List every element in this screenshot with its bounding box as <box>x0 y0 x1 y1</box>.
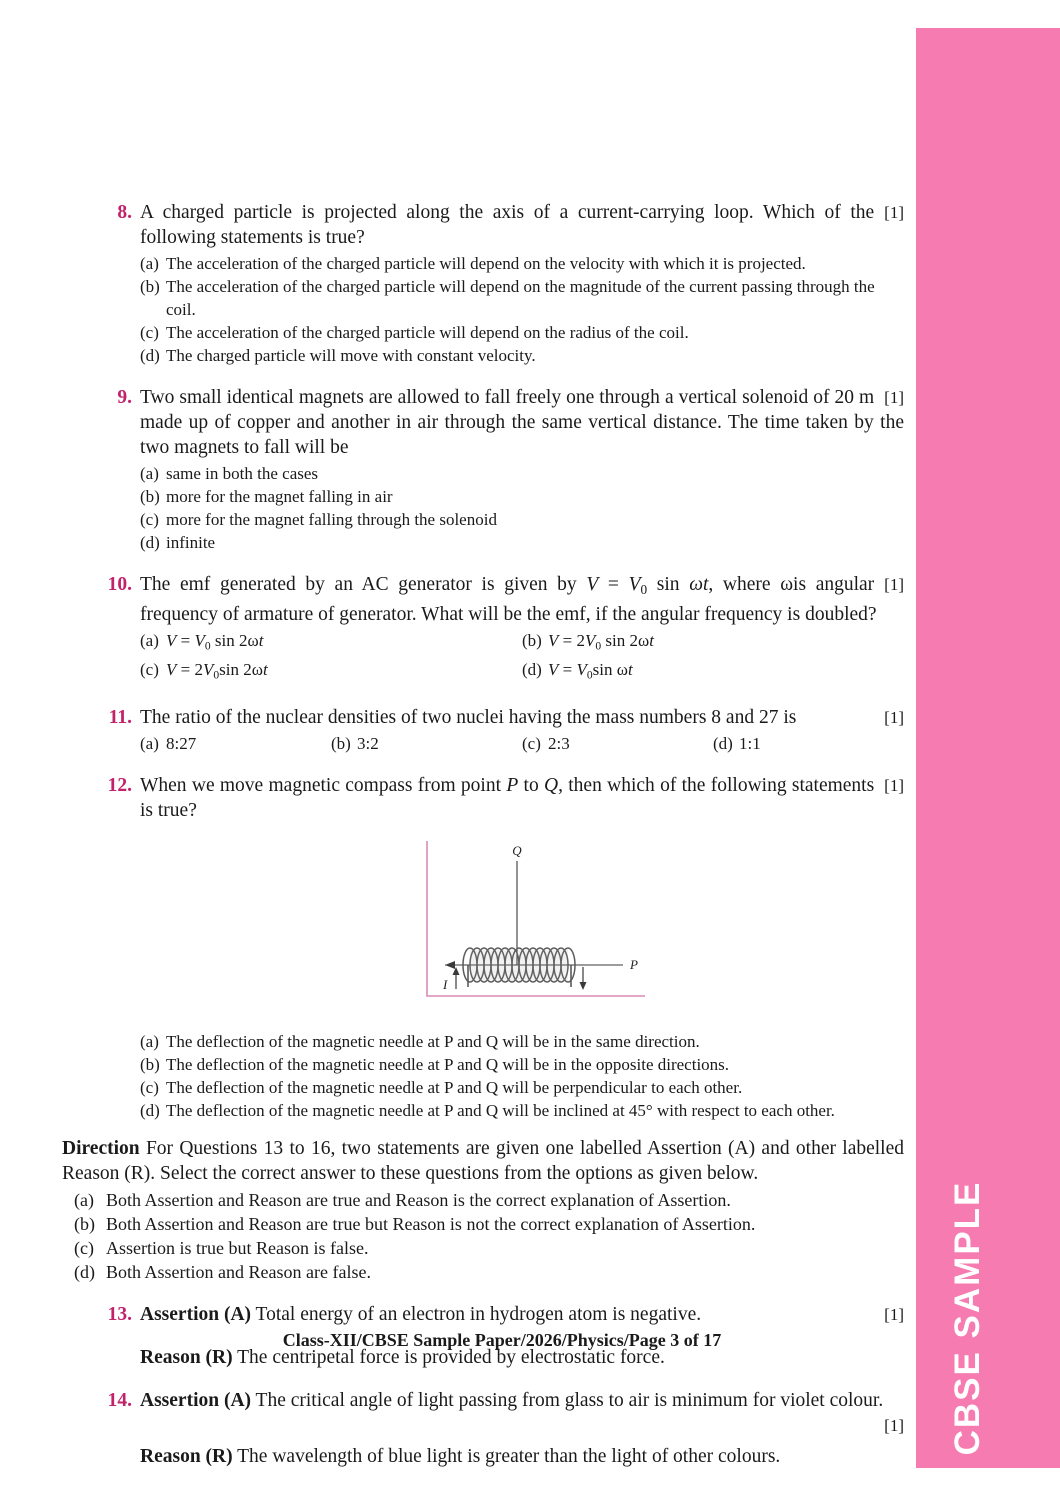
option-label: (a) <box>140 464 159 483</box>
option-text: The deflection of the magnetic needle at P and Q will be in the opposite directions. <box>166 1054 730 1074</box>
direction-text: For Questions 13 to 16, two statements are given one labelled Assertion (A) and other labelled Reason (R). Select the correct answer to these questions from the options as given below. <box>62 1137 904 1184</box>
question-10-option-a[interactable] <box>140 629 522 658</box>
question-10 <box>100 572 904 687</box>
option-formula: $V = V_0\sin$ ωt <box>548 659 633 682</box>
question-11-number: 11. <box>108 706 132 728</box>
question-8-marks: [1] <box>884 203 904 222</box>
question-9-text: Two small identical magnets are allowed to fall freely one through a vertical solenoid of 20 m made up of copper and another in air through the same vertical distance. The time taken by the two magnets to fall will be <box>140 387 904 458</box>
question-12-option-d[interactable] <box>140 1099 904 1122</box>
option-text: Assertion is true but Reason is false. <box>106 1237 369 1258</box>
axis-arrow-left-icon <box>445 961 455 969</box>
question-8-option-d[interactable] <box>140 344 904 367</box>
question-9-marks: [1] <box>884 388 904 407</box>
option-label: (d) <box>140 1100 160 1120</box>
question-10-option-d[interactable] <box>522 658 904 687</box>
question-10-marks: [1] <box>884 575 904 594</box>
question-12-figure-wrap <box>140 839 904 1024</box>
question-12-text-block <box>140 773 904 823</box>
question-9-option-b[interactable] <box>140 485 904 508</box>
option-text: Both Assertion and Reason are true but Reason is not the correct explanation of Assertion. <box>106 1213 756 1234</box>
option-formula: $V = V_0$ sin 2ωt <box>166 631 264 653</box>
question-10-text-block: [1] The emf generated by an AC generator is given by $V = V_0$ sin ωt, where ωis angular frequency of armature of generator. What will be the emf, if the angular frequency is doubled? <box>140 574 904 626</box>
question-12 <box>100 773 904 1122</box>
question-11-text: The ratio of the nuclear densities of two nuclei having the mass numbers 8 and 27 is <box>140 706 797 728</box>
option-label: (d) <box>713 733 733 753</box>
assertion-label: Assertion (A) <box>140 1389 252 1411</box>
question-10-option-c[interactable] <box>140 658 522 687</box>
question-12-text-part-3: , then which of the following statements is true? <box>140 774 875 821</box>
question-12-point-p: P <box>506 774 519 796</box>
option-label: (c) <box>140 659 159 679</box>
question-8-text: A charged particle is projected along the axis of a current-carrying loop. Which of the following statements is true? <box>140 202 875 248</box>
cbse-sample-side-band <box>916 28 1060 1468</box>
question-8-option-b[interactable] <box>140 275 904 321</box>
question-12-options <box>140 1030 904 1122</box>
option-label: (a) <box>74 1189 94 1210</box>
option-label: (b) <box>140 277 160 296</box>
question-12-text-part-1: When we move magnetic compass from point <box>140 774 507 796</box>
assertion-text: Total energy of an electron in hydrogen atom is negative. <box>251 1303 702 1325</box>
solenoid-compass-diagram <box>423 839 651 1019</box>
question-9 <box>100 385 904 554</box>
option-text: The acceleration of the charged particle will depend on the radius of the coil. <box>166 323 689 342</box>
option-text: The deflection of the magnetic needle at P and Q will be perpendicular to each other. <box>166 1077 743 1097</box>
question-12-text-part-2: to <box>518 774 544 796</box>
option-text: 3:2 <box>357 733 379 753</box>
option-label: (b) <box>331 733 351 753</box>
question-8-number: 8. <box>117 202 132 223</box>
option-text: more for the magnet falling in air <box>166 487 393 506</box>
question-14-reason <box>140 1444 904 1469</box>
option-label: (d) <box>140 533 160 552</box>
question-8-text-block <box>140 200 904 250</box>
figure-label-i: I <box>443 976 448 992</box>
option-text: The deflection of the magnetic needle at P and Q will be inclined at 45° with respect to each other. <box>166 1100 835 1120</box>
page-footer: Class-XII/CBSE Sample Paper/2026/Physics/Page 3 of 17 <box>282 1330 722 1350</box>
question-10-number: 10. <box>107 574 132 595</box>
question-11-option-c[interactable] <box>522 732 713 755</box>
option-label: (c) <box>140 510 159 529</box>
direction-option-c[interactable] <box>74 1236 904 1260</box>
question-12-point-q: Q <box>544 774 559 796</box>
figure-label-q: Q <box>512 842 522 858</box>
question-10-option-b[interactable] <box>522 629 904 658</box>
option-label: (d) <box>522 659 542 679</box>
question-8-options <box>140 252 904 367</box>
current-arrow-down-head-icon <box>580 982 587 990</box>
question-8-option-a[interactable] <box>140 252 904 275</box>
question-list <box>62 200 904 1469</box>
assertion-text: The critical angle of light passing from glass to air is minimum for violet colour. <box>251 1389 884 1411</box>
assertion-label: Assertion (A) <box>140 1303 252 1325</box>
option-text: same in both the cases <box>166 464 319 483</box>
option-label: (b) <box>522 631 542 651</box>
option-formula: $V = 2V_0\sin$ 2ωt <box>166 659 268 682</box>
option-text: The acceleration of the charged particle will depend on the magnitude of the current passing through the coil. <box>166 277 875 319</box>
option-text: 8:27 <box>166 733 197 753</box>
question-12-marks: [1] <box>884 775 904 795</box>
question-13-number: 13. <box>107 1303 132 1325</box>
question-12-number: 12. <box>107 774 132 796</box>
option-label: (b) <box>74 1213 95 1234</box>
question-8 <box>100 200 904 367</box>
question-9-options <box>140 462 904 554</box>
option-label: (c) <box>74 1237 94 1258</box>
reason-text: The wavelength of blue light is greater than the light of other colours. <box>232 1445 781 1467</box>
question-11 <box>100 705 904 755</box>
option-label: (c) <box>140 323 159 342</box>
option-label: (a) <box>140 1031 159 1051</box>
question-14 <box>100 1388 904 1469</box>
option-label: (d) <box>74 1261 95 1282</box>
option-text: The acceleration of the charged particle will depend on the velocity with which it is projected. <box>166 254 806 273</box>
direction-option-a[interactable] <box>74 1188 904 1212</box>
option-label: (b) <box>140 487 160 506</box>
question-13-assertion <box>140 1302 904 1327</box>
question-12-option-a[interactable] <box>140 1030 904 1053</box>
question-12-option-c[interactable] <box>140 1076 904 1099</box>
question-9-option-c[interactable] <box>140 508 904 531</box>
question-10-text-part-2: , where ωis angular frequency of armature of generator. What will be the emf, if the angular frequency is doubled? <box>140 574 877 626</box>
question-11-option-b[interactable] <box>331 732 522 755</box>
reason-label: Reason (R) <box>140 1445 233 1467</box>
question-8-option-c[interactable] <box>140 321 904 344</box>
option-text: The charged particle will move with constant velocity. <box>166 346 536 365</box>
question-12-option-b[interactable] <box>140 1053 904 1076</box>
side-band-label: CBSE SAMPLE <box>948 1180 987 1456</box>
question-11-option-a[interactable] <box>140 732 331 755</box>
question-11-option-d[interactable] <box>713 732 904 755</box>
question-14-number: 14. <box>107 1389 132 1411</box>
option-label: (a) <box>140 733 159 753</box>
question-9-text-block <box>140 385 904 460</box>
direction-options <box>74 1188 904 1284</box>
option-text: The deflection of the magnetic needle at P and Q will be in the same direction. <box>166 1031 700 1051</box>
reason-text: The centripetal force is provided by electrostatic force. <box>232 1346 665 1368</box>
option-label: (a) <box>140 254 159 273</box>
direction-heading: Direction <box>62 1137 140 1159</box>
question-11-options <box>140 732 904 755</box>
question-14-marks-row <box>140 1413 904 1438</box>
figure-label-p: P <box>630 956 638 972</box>
direction-block <box>62 1136 904 1186</box>
option-label: (a) <box>140 631 159 651</box>
question-10-options <box>140 629 904 686</box>
question-9-option-d[interactable] <box>140 531 904 554</box>
option-label: (c) <box>140 1077 159 1097</box>
option-label: (b) <box>140 1054 160 1074</box>
question-14-marks: [1] <box>884 1415 904 1435</box>
reason-label: Reason (R) <box>140 1346 233 1368</box>
question-9-number: 9. <box>117 387 132 408</box>
question-11-marks: [1] <box>884 707 904 727</box>
option-text: more for the magnet falling through the solenoid <box>166 510 497 529</box>
question-14-assertion <box>140 1388 904 1438</box>
direction-option-b[interactable] <box>74 1212 904 1236</box>
question-10-text-part-1: The emf generated by an AC generator is given by <box>140 574 587 595</box>
question-11-text-block <box>140 705 904 730</box>
option-text: Both Assertion and Reason are false. <box>106 1261 371 1282</box>
question-9-option-a[interactable] <box>140 462 904 485</box>
option-text: 2:3 <box>548 733 570 753</box>
option-text: 1:1 <box>739 733 761 753</box>
option-text: infinite <box>166 533 216 552</box>
direction-option-d[interactable] <box>74 1260 904 1284</box>
question-10-formula: V <box>586 574 599 595</box>
option-label: (c) <box>522 733 541 753</box>
question-13-marks: [1] <box>884 1304 904 1324</box>
option-text: Both Assertion and Reason are true and Reason is the correct explanation of Assertion. <box>106 1189 731 1210</box>
option-formula: $V = 2V_0$ sin 2ωt <box>548 631 654 653</box>
option-label: (d) <box>140 346 160 365</box>
coil-shading <box>470 949 568 981</box>
